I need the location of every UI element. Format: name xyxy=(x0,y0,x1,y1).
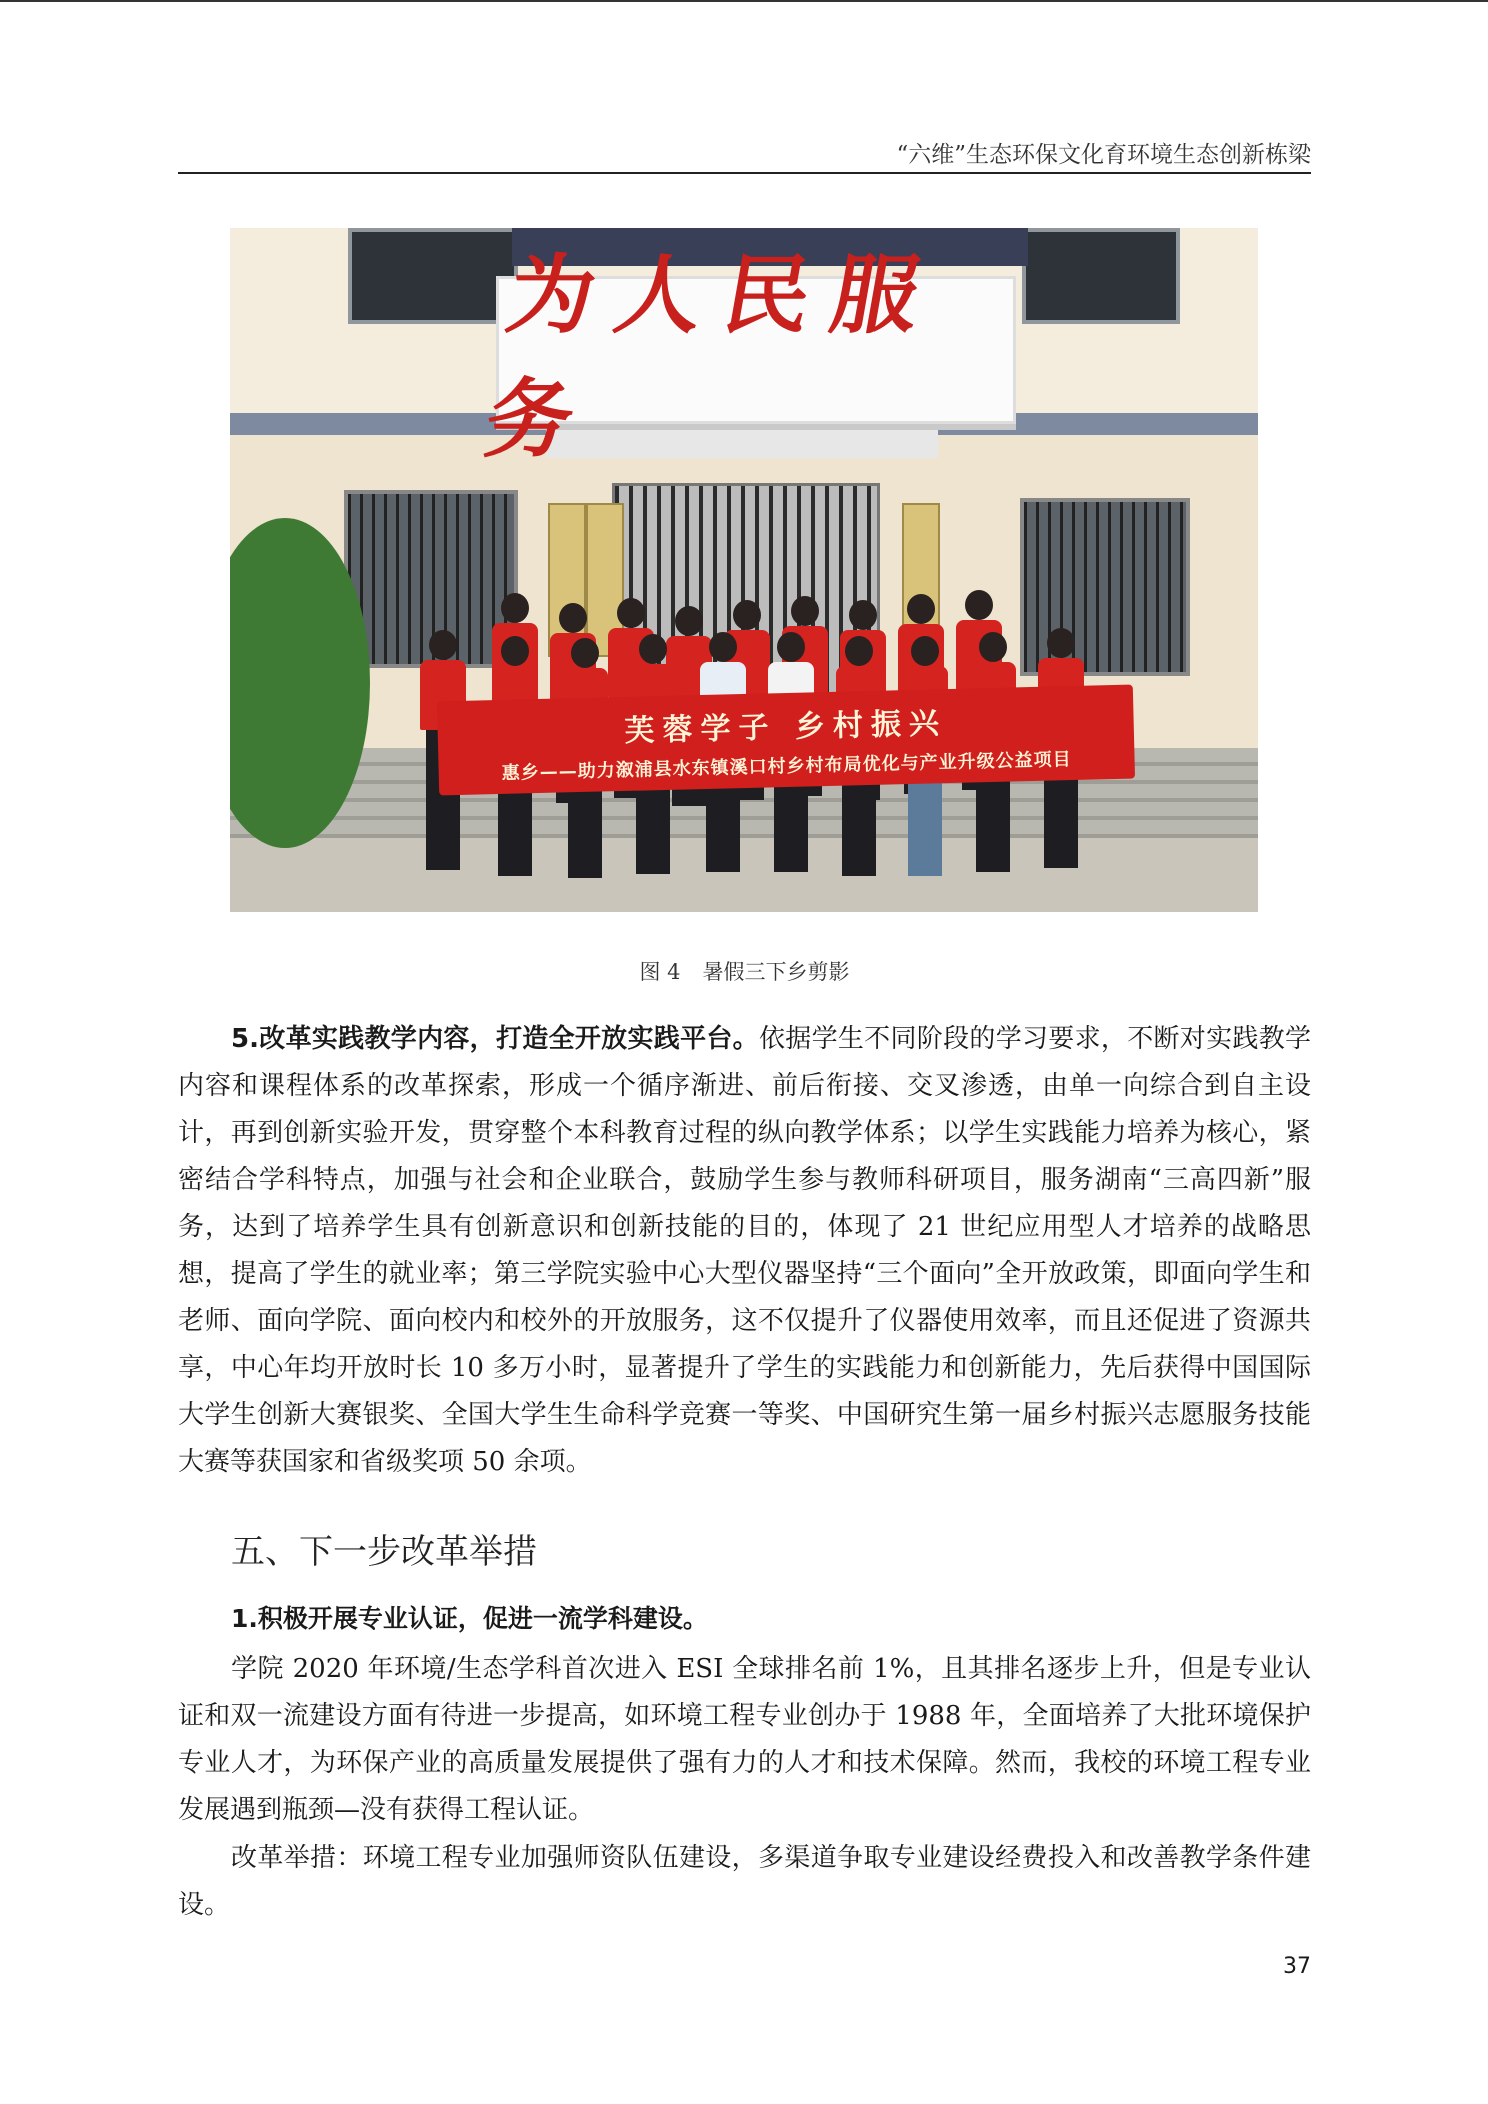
figure-title: 暑假三下乡剪影 xyxy=(702,960,850,984)
page-number: 37 xyxy=(1283,1954,1311,1979)
section-title: 五、下一步改革举措 xyxy=(231,1532,537,1572)
red-banner xyxy=(437,685,1135,796)
upper-window-right xyxy=(1022,228,1180,324)
upper-window-left xyxy=(348,228,518,324)
signboard-text: 为人民服务 xyxy=(477,245,950,470)
group-photo xyxy=(230,228,1258,912)
figure-label: 图 4 xyxy=(639,960,681,984)
banner-title: 芙蓉学子 乡村振兴 xyxy=(624,706,948,749)
paragraph-certification: 学院 2020 年环境/生态学科首次进入 ESI 全球排名前 1%，且其排名逐步上升，但是专业认证和双一流建设方面有待进一步提高，如环境工程专业创办于 1988 年，全面培养了大批环境保护专业人才，为环保产业的高质量发展提供了强有力的人才和技术保障。然而，我校的环境工程专业发展遇到瓶颈—没有获得工程认证。 xyxy=(178,1654,1311,1825)
page-top-border xyxy=(0,0,1488,2)
paragraph-practice-teaching xyxy=(178,1016,1311,1486)
banner-subtitle: 惠乡——助力溆浦县水东镇溪口村乡村布局优化与产业升级公益项目 xyxy=(501,749,1072,784)
figure-caption xyxy=(178,956,1311,986)
running-header: “六维”生态环保文化育环境生态创新栋梁 xyxy=(896,142,1311,168)
paragraph-lead: 5.改革实践教学内容，打造全开放实践平台。 xyxy=(231,1024,759,1054)
sub-heading: 1.积极开展专业认证，促进一流学科建设。 xyxy=(231,1604,708,1633)
header-rule xyxy=(178,172,1311,174)
paragraph-reform-measures: 改革举措：环境工程专业加强师资队伍建设，多渠道争取专业建设经费投入和改善教学条件建设。 xyxy=(178,1843,1311,1920)
signboard xyxy=(477,245,1016,470)
paragraph-text: 依据学生不同阶段的学习要求，不断对实践教学内容和课程体系的改革探索，形成一个循序渐进、前后衔接、交叉渗透，由单一向综合到自主设计，再到创新实验开发，贯穿整个本科教育过程的纵向教学体系；以学生实践能力培养为核心，紧密结合学科特点，加强与社会和企业联合，鼓励学生参与教师科研项目，服务湖南“三高四新”服务，达到了培养学生具有创新意识和创新技能的目的，体现了 21 世纪应用型人才培养的战略思想，提高了学生的就业率；第三学院实验中心大型仪器坚持“三个面向”全开放政策，即面向学生和老师、面向学院、面向校内和校外的开放服务，这不仅提升了仪器使用效率，而且还促进了资源共享，中心年均开放时长 10 多万小时，显著提升了学生的实践能力和创新能力，先后获得中国国际大学生创新大赛银奖、全国大学生生命科学竞赛一等奖、中国研究生第一届乡村振兴志愿服务技能大赛等获国家和省级奖项 50 余项。 xyxy=(178,1024,1311,1477)
